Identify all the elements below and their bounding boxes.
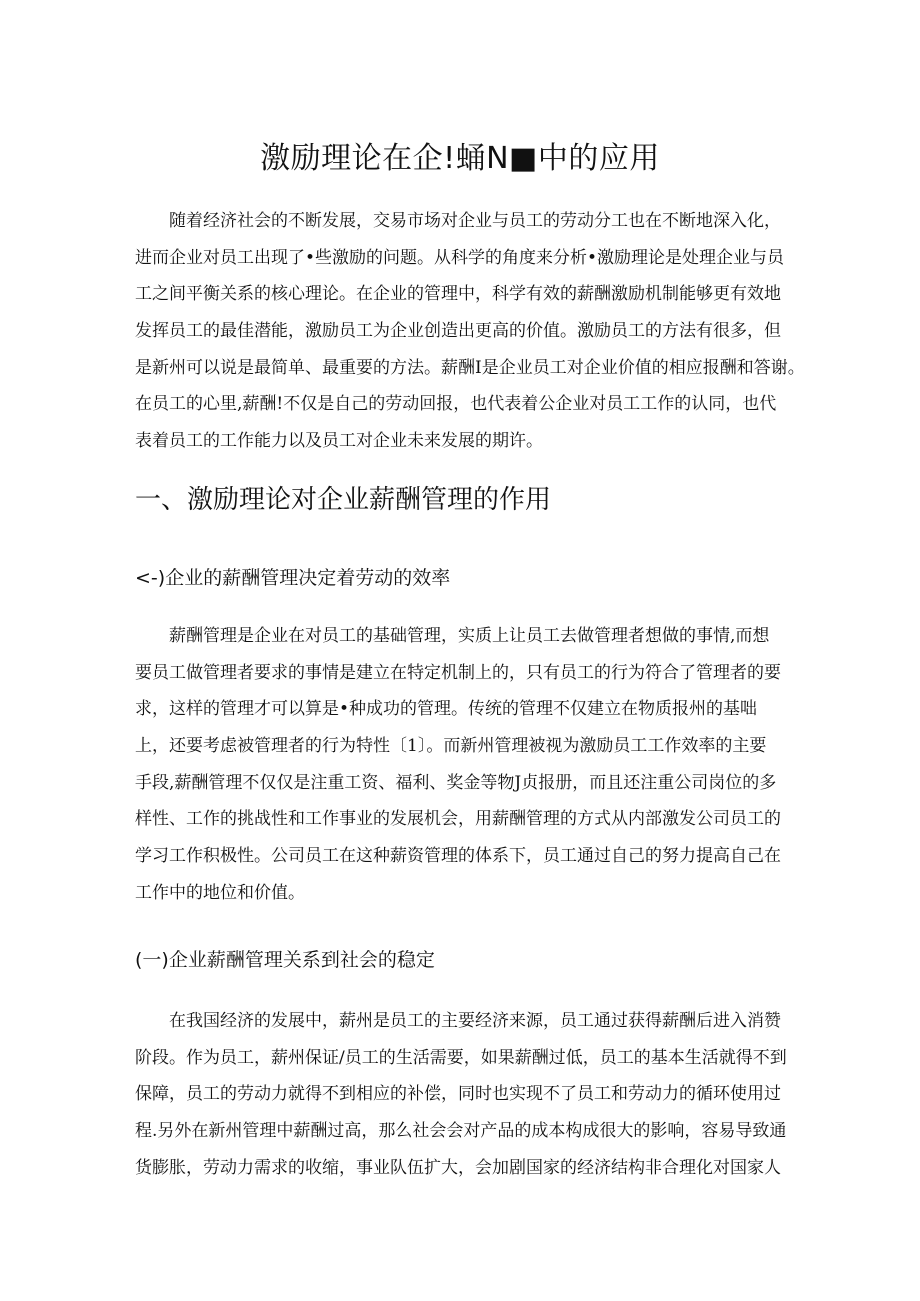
intro-line: 表着员工的工作能力以及员工对企业未来发展的期许。 [135, 431, 543, 452]
body-line: 手段,薪酬管理不仅仅是注重工资、福利、奖金等物J贞报册，而且还注重公司岗位的多 [135, 772, 777, 793]
body-line: 样性、工作的挑战性和工作事业的发展机会，用薪酬管理的方式从内部激发公司员工的 [135, 809, 781, 830]
body-line: 阶段。作为员工，薪州保证/员工的生活需要，如果薪酬过低，员工的基本生活就得不到 [135, 1047, 787, 1068]
body-line: 上，还要考虑被管理者的行为特性〔1〕。而新州管理被视为激励员工工作效率的主要 [135, 736, 767, 757]
body-line: 保障，员工的劳动力就得不到相应的补偿，同时也实现不了员工和劳动力的循环使用过 [135, 1084, 781, 1105]
subsection-heading: <-)企业的薪酬管理决定着劳动的效率 [135, 567, 451, 589]
document-title: 激励理论在企!蛹N■中的应用 [260, 141, 660, 176]
body-line: 学习工作积极性。公司员工在这种薪资管理的体系下，员工通过自己的努力提高自己在 [135, 846, 781, 867]
intro-line: 随着经济社会的不断发展，交易市场对企业与员工的劳动分工也在不断地深入化， [169, 211, 781, 231]
intro-line: 是新州可以说是最简单、最重要的方法。薪酬I是企业员工对企业价值的相应报酬和答谢。 [135, 357, 805, 378]
intro-line: 在员工的心里,薪酬!不仅是自己的劳动回报，也代表着公企业对员工工作的认同，也代 [135, 394, 777, 415]
intro-paragraph [135, 203, 805, 460]
subsection-paragraph [135, 618, 795, 912]
intro-line: 工之间平衡关系的核心理论。在企业的管理中，科学有效的薪酬激励机制能够更有效地 [135, 284, 781, 305]
body-line: 在我国经济的发展中，薪州是员工的主要经济来源，员工通过获得薪酬后进入消赞 [169, 1011, 781, 1031]
body-line: 薪酬管理是企业在对员工的基础管理，实质上让员工去做管理者想做的事情,而想 [169, 626, 770, 646]
body-line: 要员工做管理者要求的事情是建立在特定机制上的，只有员工的行为符合了管理者的要 [135, 662, 781, 683]
body-line: 程.另外在新州管理中薪酬过高，那么社会会对产品的成本构成很大的影响，容易导致通 [135, 1121, 787, 1142]
subsection-paragraph [135, 1003, 795, 1186]
body-line: 货膨胀，劳动力需求的收缩，事业队伍扩大，会加剧国家的经济结构非合理化对国家人 [135, 1157, 781, 1178]
intro-line: 发挥员工的最佳潜能，激励员工为企业创造出更高的价值。激励员工的方法有很多，但 [135, 321, 781, 342]
body-line: 求，这样的管理才可以算是•种成功的管理。传统的管理不仅建立在物质报州的基咄 [135, 699, 758, 720]
subsection-heading: (一)企业薪酬管理关系到社会的稳定 [135, 949, 435, 971]
section-heading: 一、激励理论对企业薪酬管理的作用 [135, 485, 552, 515]
body-line: 工作中的地位和价值。 [135, 882, 305, 903]
intro-line: 进而企业对员工出现了•些激励的问题。从科学的角度来分析•激励理论是处理企业与员 [135, 247, 785, 268]
